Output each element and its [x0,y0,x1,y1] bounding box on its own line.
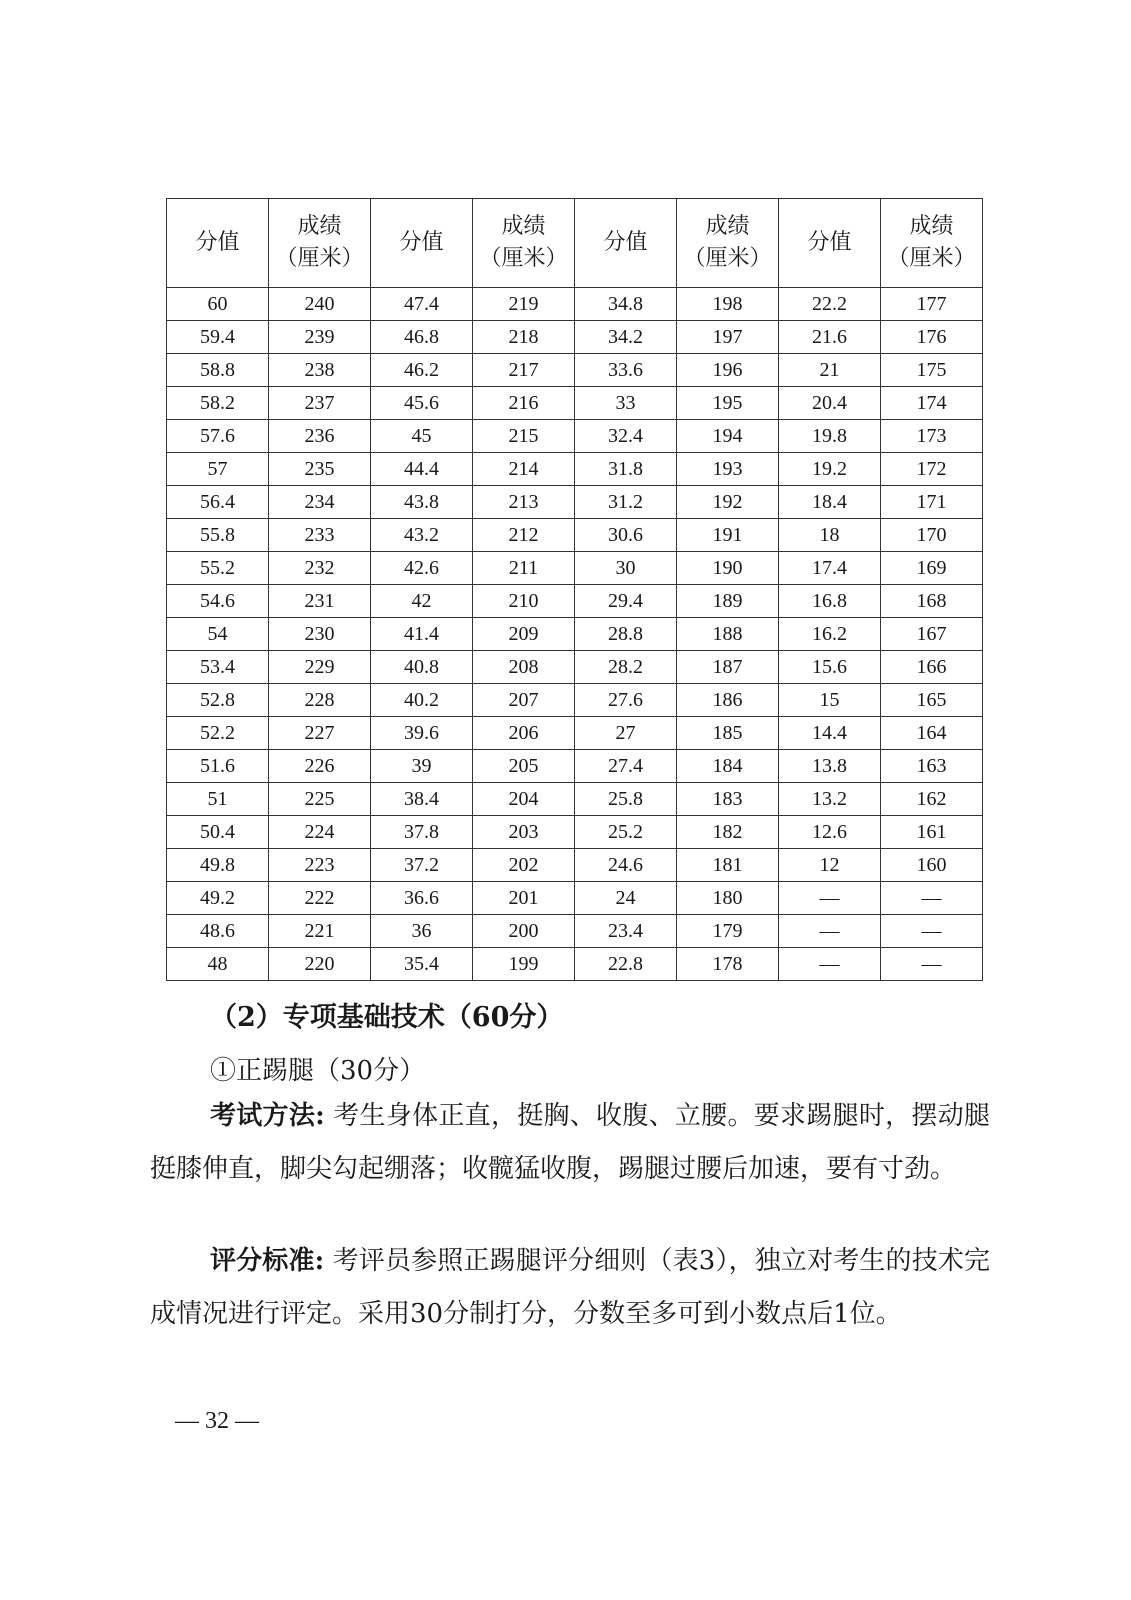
header-unit: （厘米） [275,246,364,271]
score-cell: — [779,948,881,981]
score-cell: 22.2 [779,288,881,321]
score-cell: 28.2 [575,651,677,684]
score-cell: 12 [779,849,881,882]
result-cell: 227 [269,717,371,750]
result-cell: 226 [269,750,371,783]
score-cell: 21 [779,354,881,387]
result-cell: 214 [473,453,575,486]
score-cell: 14.4 [779,717,881,750]
score-cell: 43.2 [371,519,473,552]
table-row [167,717,983,750]
table-row [167,849,983,882]
result-cell: 174 [881,387,983,420]
section-heading: （2）专项基础技术（60分） [210,1002,564,1033]
result-cell: 178 [677,948,779,981]
score-cell: 16.8 [779,585,881,618]
result-cell: 232 [269,552,371,585]
result-cell: 189 [677,585,779,618]
result-cell: 228 [269,684,371,717]
header-cell [575,199,677,288]
result-cell: 179 [677,915,779,948]
result-cell: 198 [677,288,779,321]
score-cell: 39.6 [371,717,473,750]
score-cell: 37.2 [371,849,473,882]
header-cell [269,199,371,288]
score-cell: 31.8 [575,453,677,486]
table-row [167,948,983,981]
result-cell: 210 [473,585,575,618]
score-cell: 43.8 [371,486,473,519]
header-cell [779,199,881,288]
result-cell: 203 [473,816,575,849]
result-cell: 181 [677,849,779,882]
score-cell: 18 [779,519,881,552]
score-cell: 13.2 [779,783,881,816]
score-cell: 59.4 [167,321,269,354]
result-cell: 220 [269,948,371,981]
score-cell: 49.2 [167,882,269,915]
result-cell: 167 [881,618,983,651]
score-cell: 13.8 [779,750,881,783]
result-cell: 166 [881,651,983,684]
result-cell: 196 [677,354,779,387]
result-cell: — [881,915,983,948]
result-cell: 225 [269,783,371,816]
header-label: 成绩 [501,214,546,239]
score-cell: 32.4 [575,420,677,453]
result-cell: 219 [473,288,575,321]
score-cell: 41.4 [371,618,473,651]
score-cell: 60 [167,288,269,321]
score-cell: — [779,915,881,948]
result-cell: 187 [677,651,779,684]
score-cell: 52.8 [167,684,269,717]
table-row [167,321,983,354]
exam-method-text: 考生身体正直，挺胸、收腹、立腰。要求踢腿时，摆动腿挺膝伸直，脚尖勾起绷落；收髋猛收腹，踢腿过腰后加速，要有寸劲。 [150,1101,990,1184]
score-cell: 58.2 [167,387,269,420]
score-cell: 27.4 [575,750,677,783]
result-cell: 216 [473,387,575,420]
header-cell [677,199,779,288]
score-cell: 34.8 [575,288,677,321]
result-cell: 188 [677,618,779,651]
result-cell: 206 [473,717,575,750]
result-cell: 172 [881,453,983,486]
table-row [167,882,983,915]
result-cell: 173 [881,420,983,453]
header-label: 成绩 [297,214,342,239]
score-cell: 27 [575,717,677,750]
score-cell: 21.6 [779,321,881,354]
score-cell: 22.8 [575,948,677,981]
result-cell: 205 [473,750,575,783]
result-cell: 233 [269,519,371,552]
result-cell: 230 [269,618,371,651]
result-cell: — [881,948,983,981]
exam-method-paragraph [150,1090,990,1196]
header-label: 分值 [603,230,648,255]
score-cell: 53.4 [167,651,269,684]
result-cell: 194 [677,420,779,453]
score-cell: 51 [167,783,269,816]
score-cell: 38.4 [371,783,473,816]
result-cell: 160 [881,849,983,882]
table-row [167,618,983,651]
scoring-paragraph [150,1235,990,1341]
result-cell: 213 [473,486,575,519]
result-cell: 235 [269,453,371,486]
score-cell: 25.8 [575,783,677,816]
result-cell: 183 [677,783,779,816]
score-cell: 24 [575,882,677,915]
score-cell: 12.6 [779,816,881,849]
score-cell: 51.6 [167,750,269,783]
result-cell: 238 [269,354,371,387]
score-cell: 18.4 [779,486,881,519]
result-cell: 190 [677,552,779,585]
result-cell: 218 [473,321,575,354]
result-cell: 171 [881,486,983,519]
score-cell: 30 [575,552,677,585]
score-cell: 47.4 [371,288,473,321]
score-cell: 58.8 [167,354,269,387]
score-cell: 37.8 [371,816,473,849]
result-cell: 176 [881,321,983,354]
score-cell: 40.2 [371,684,473,717]
result-cell: 211 [473,552,575,585]
score-cell: 54.6 [167,585,269,618]
score-cell: 55.8 [167,519,269,552]
result-cell: 204 [473,783,575,816]
result-cell: 184 [677,750,779,783]
score-cell: 50.4 [167,816,269,849]
result-cell: 234 [269,486,371,519]
result-cell: 169 [881,552,983,585]
score-cell: 24.6 [575,849,677,882]
table-header-row [167,199,983,288]
score-cell: 15.6 [779,651,881,684]
result-cell: 239 [269,321,371,354]
table-row [167,453,983,486]
table-row [167,684,983,717]
table-row [167,387,983,420]
score-cell: 36 [371,915,473,948]
table-row [167,783,983,816]
score-cell: — [779,882,881,915]
header-label: 分值 [399,230,444,255]
header-label: 分值 [807,230,852,255]
score-cell: 45.6 [371,387,473,420]
table-row [167,420,983,453]
result-cell: 182 [677,816,779,849]
item-heading: ①正踢腿（30分） [210,1056,426,1086]
scoring-label: 评分标准: [210,1246,325,1276]
header-cell [371,199,473,288]
score-cell: 34.2 [575,321,677,354]
result-cell: 193 [677,453,779,486]
header-label: 成绩 [909,214,954,239]
score-cell: 54 [167,618,269,651]
score-cell: 30.6 [575,519,677,552]
table-row [167,915,983,948]
score-cell: 33 [575,387,677,420]
header-cell [881,199,983,288]
header-cell [167,199,269,288]
table-row [167,816,983,849]
result-cell: 165 [881,684,983,717]
result-cell: 162 [881,783,983,816]
header-label: 成绩 [705,214,750,239]
result-cell: 207 [473,684,575,717]
result-cell: 208 [473,651,575,684]
scoring-text: 考评员参照正踢腿评分细则（表3），独立对考生的技术完成情况进行评定。采用30分制打分，分数至多可到小数点后1位。 [150,1246,990,1329]
score-cell: 36.6 [371,882,473,915]
result-cell: 240 [269,288,371,321]
score-cell: 57 [167,453,269,486]
score-cell: 57.6 [167,420,269,453]
score-cell: 19.8 [779,420,881,453]
score-table [166,198,983,981]
score-cell: 15 [779,684,881,717]
result-cell: 192 [677,486,779,519]
result-cell: 223 [269,849,371,882]
score-cell: 16.2 [779,618,881,651]
score-cell: 55.2 [167,552,269,585]
score-cell: 56.4 [167,486,269,519]
score-cell: 46.8 [371,321,473,354]
result-cell: 177 [881,288,983,321]
table-row [167,288,983,321]
score-cell: 42.6 [371,552,473,585]
score-cell: 31.2 [575,486,677,519]
score-cell: 23.4 [575,915,677,948]
result-cell: 199 [473,948,575,981]
result-cell: 175 [881,354,983,387]
result-cell: 229 [269,651,371,684]
result-cell: 168 [881,585,983,618]
result-cell: 170 [881,519,983,552]
result-cell: 164 [881,717,983,750]
header-unit: （厘米） [683,246,772,271]
score-cell: 49.8 [167,849,269,882]
result-cell: 212 [473,519,575,552]
result-cell: 221 [269,915,371,948]
table-row [167,585,983,618]
result-cell: 224 [269,816,371,849]
score-cell: 52.2 [167,717,269,750]
result-cell: 236 [269,420,371,453]
score-cell: 27.6 [575,684,677,717]
result-cell: 201 [473,882,575,915]
result-cell: 217 [473,354,575,387]
score-cell: 33.6 [575,354,677,387]
result-cell: 163 [881,750,983,783]
score-cell: 44.4 [371,453,473,486]
table-row [167,750,983,783]
score-cell: 48.6 [167,915,269,948]
score-cell: 42 [371,585,473,618]
score-cell: 29.4 [575,585,677,618]
score-cell: 40.8 [371,651,473,684]
score-cell: 17.4 [779,552,881,585]
score-cell: 35.4 [371,948,473,981]
table-row [167,651,983,684]
result-cell: 200 [473,915,575,948]
result-cell: — [881,882,983,915]
score-cell: 45 [371,420,473,453]
score-cell: 46.2 [371,354,473,387]
result-cell: 209 [473,618,575,651]
table-body [167,288,983,981]
header-label: 分值 [195,230,240,255]
header-unit: （厘米） [479,246,568,271]
score-cell: 19.2 [779,453,881,486]
result-cell: 202 [473,849,575,882]
score-cell: 48 [167,948,269,981]
result-cell: 237 [269,387,371,420]
header-unit: （厘米） [887,246,976,271]
result-cell: 186 [677,684,779,717]
result-cell: 231 [269,585,371,618]
result-cell: 191 [677,519,779,552]
score-cell: 28.8 [575,618,677,651]
result-cell: 222 [269,882,371,915]
score-cell: 20.4 [779,387,881,420]
result-cell: 195 [677,387,779,420]
score-cell: 25.2 [575,816,677,849]
table-row [167,486,983,519]
result-cell: 180 [677,882,779,915]
result-cell: 197 [677,321,779,354]
result-cell: 215 [473,420,575,453]
result-cell: 185 [677,717,779,750]
table-row [167,519,983,552]
header-cell [473,199,575,288]
exam-method-label: 考试方法: [210,1101,325,1131]
score-cell: 39 [371,750,473,783]
page-number: — 32 — [175,1408,259,1434]
result-cell: 161 [881,816,983,849]
table-row [167,354,983,387]
table-row [167,552,983,585]
